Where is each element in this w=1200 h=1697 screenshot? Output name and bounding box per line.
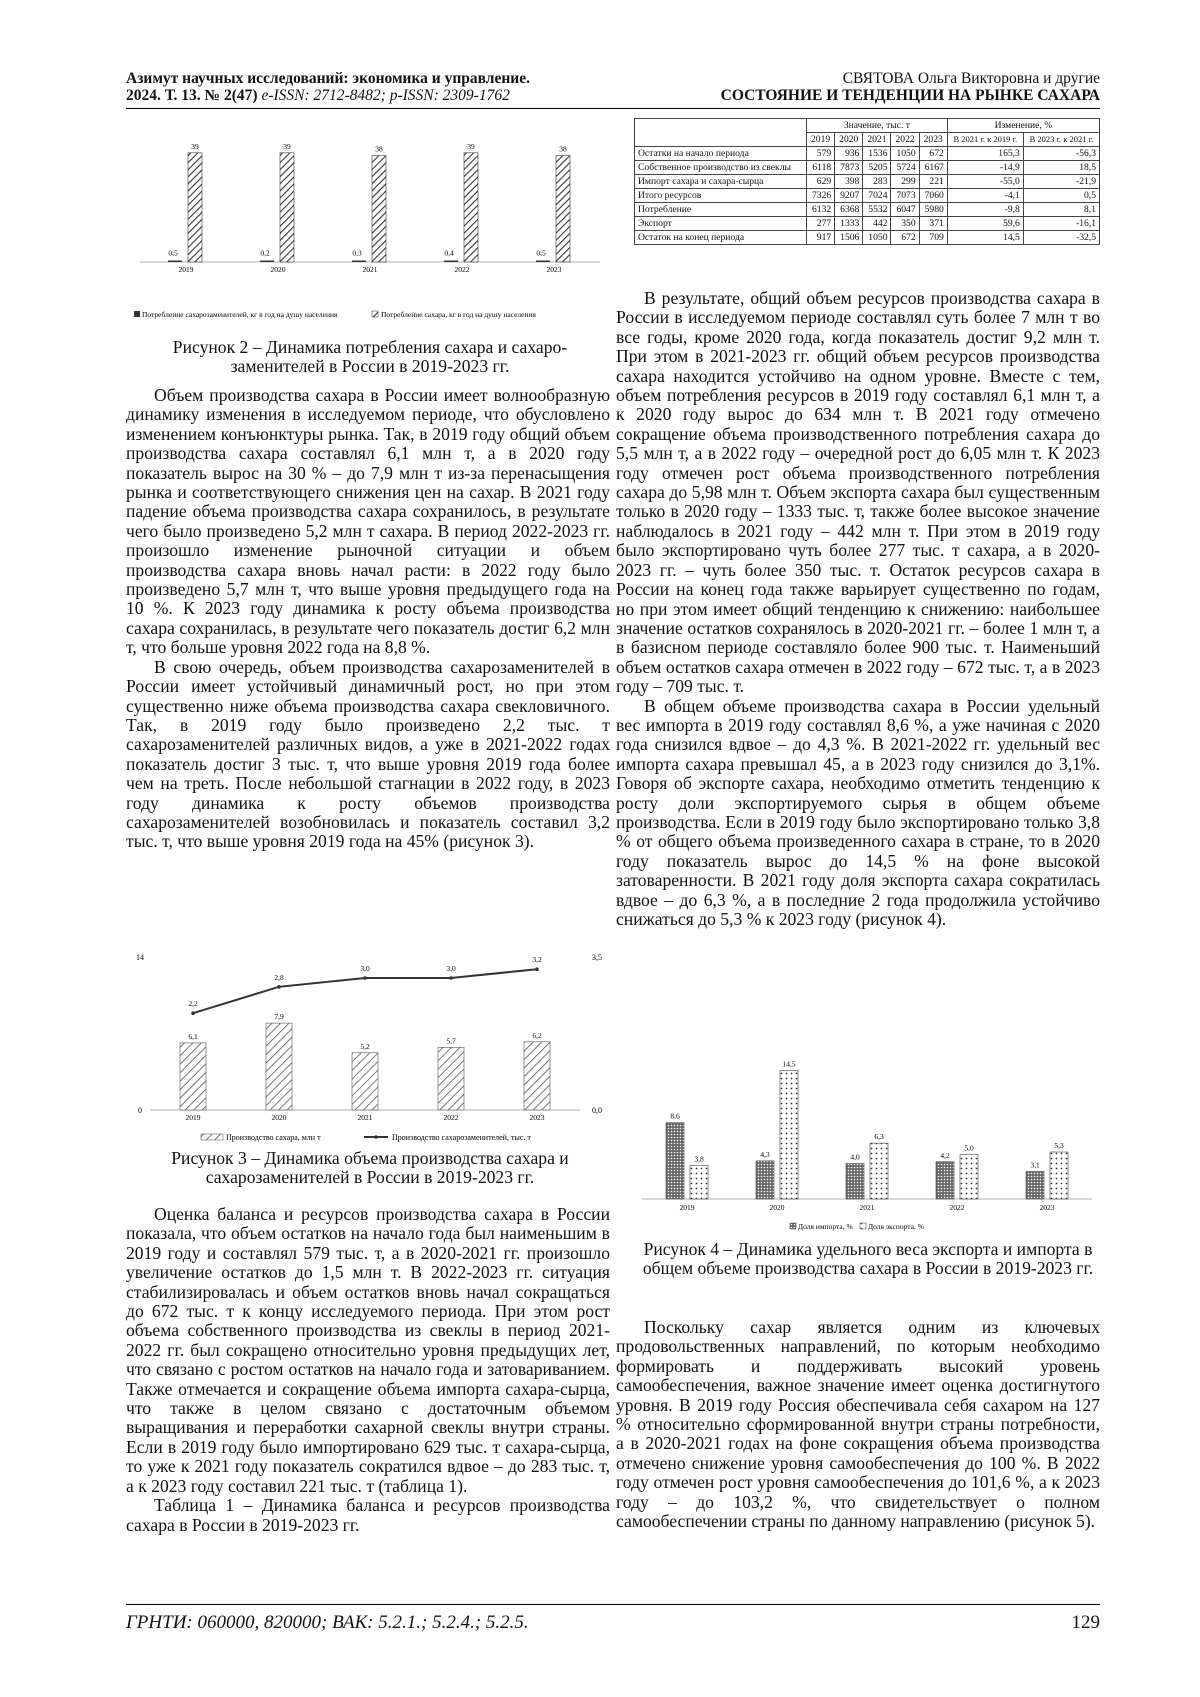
x-tick-label: 2019 [178,265,194,274]
bar-export [870,1143,888,1199]
table-row [635,175,1100,189]
balance-table [634,118,1100,245]
table-cell: -14,9 [947,161,1023,175]
table-header-cell: 2021 [863,133,891,147]
data-label-sweeteners: 0,5 [536,248,546,258]
left-axis-tick-top: 14 [136,953,144,962]
data-label-import: 4,2 [940,1150,950,1160]
table-cell: -16,1 [1023,217,1099,231]
bar-sweeteners [536,261,550,263]
paragraph: В общем объеме производства сахара в России удельный вес импорта в 2019 году составлял 8,6 %, а уже начиная с 2020 года снизился вдвое – до 4,3 %. В 2021-2022 гг. удельный вес импорта сахара превышал 45, а в 2023 году снизился до 3,1%. Говоря об экспорте сахара, необходимо отметить тенденцию к росту доли экспортируемого сырья в общем объеме производства. Если в 2019 году было экспортировано только 3,8 % от общего объема произведенного сахара в стране, то в 2020 году показатель вырос до 14,5 % на фоне высокой затоваренности. В 2021 году доля экспорта сахара сократилась вдвое – до 6,3 %, а в последние 2 года продолжила устойчиво снижаться до 5,3 % к 2023 году (рисунок 4). [616,695,1100,929]
left-axis-tick-zero: 0 [138,1106,142,1115]
data-label-export: 3,8 [694,1154,704,1164]
table-row [635,189,1100,203]
legend-swatch-export [860,1223,866,1229]
bar-sugar [372,156,386,262]
article-header [580,70,1100,104]
data-label-sugar-production: 6,2 [532,1030,542,1040]
bar-sugar-production [524,1042,550,1110]
table-cell: 350 [891,217,919,231]
data-label-sweetener-production: 3,2 [532,955,542,965]
table-group-header-values: Значение, тыс. т [807,119,948,133]
point-sweetener-production [277,985,281,989]
paragraph: Поскольку сахар является одним из ключевых продовольственных направлений, по которым необходимо формировать и поддерживать высокий уровень самообеспечения, важное значение имеет оценка достигнутого уровня. В 2019 году Россия обеспечивала себя сахаром на 127 % относительно сформированной внутри страны потребности, а в 2020-2021 годах на фоне сокращения объема производства отмечено снижение уровня самообеспечения до 100 %. В 2022 году отмечен рост уровня самообеспечения до 101,6 %, а к 2023 году – до 103,2 %, что свидетельствует о полном самообеспечении страны по данному направлению (рисунок 5). [616,1317,1100,1532]
issn-line: e-ISSN: 2712-8482; p-ISSN: 2309-1762 [261,87,510,104]
paragraph: Объем производства сахара в России имеет волнообразную динамику изменения в исследуемом периоде, что обусловлено изменением конъюнктуры рынка. Так, в 2019 году общий объем производства сахара составлял 6,1 млн т, а в 2020 году показатель вырос на 30 % – до 7,9 млн т из-за перенасыщения рынка и соответствующего снижения цен на сахар. В 2021 году падение объема производства сахара сохранилось, в результате чего было произведено 5,2 млн т сахара. В период 2022-2023 гг. произошло изменение рыночной ситуации и объем производства сахара вновь начал расти: в 2022 году было произведено 5,7 млн т, что выше уровня предыдущего года на 10 %. К 2023 году динамика к росту объема производства сахара сохранилась, в результате чего показатель достиг 6,2 млн т, что больше уровня 2022 года на 8,8 %. [126,385,610,658]
legend-label-export: Доля экспорта, % [868,1222,924,1231]
right-column-text-1 [616,289,1100,929]
table-row [635,161,1100,175]
bar-sugar-production [352,1053,378,1110]
table-header-cell: 2023 [919,133,947,147]
x-tick-label: 2020 [769,1203,785,1212]
table-header-cell: 2020 [835,133,863,147]
header-rule [126,108,1100,109]
data-label-import: 3,1 [1030,1160,1040,1170]
page-number: 129 [1071,1612,1100,1633]
point-sweetener-production [363,976,367,980]
x-tick-label: 2019 [679,1203,695,1212]
x-tick-label: 2019 [185,1113,201,1122]
table-cell: 6118 [807,161,835,175]
table-cell: 936 [835,147,863,161]
figure-3-legend [201,1133,531,1142]
right-axis-tick-top: 3,5 [592,953,602,962]
table-cell: 9207 [835,189,863,203]
table-row [635,147,1100,161]
data-label-sugar: 39 [467,141,475,151]
paragraph: В свою очередь, объем производства сахарозаменителей в России имеет устойчивый динамичный рост, но при этом существенно ниже объема производства сахара свекловичного. Так, в 2019 году было произведено 2,2 тыс. т сахарозаменителей различных видов, а уже в 2021-2022 годах показатель достиг 3 тыс. т, что выше уровня 2019 года более чем на треть. После небольшой стагнации в 2022 году, в 2023 году динамика к росту объемов производства сахарозаменителей возобновилась и показатель составил 3,2 тыс. т, что выше уровня 2019 года на 45% (рисунок 3). [126,656,610,852]
table-header-cell [635,119,807,147]
table-cell: -55,0 [947,175,1023,189]
bar-sugar-production [180,1043,206,1110]
bar-import [936,1162,954,1199]
table-row [635,217,1100,231]
data-label-sugar: 38 [375,144,383,154]
bar-sugar-production [438,1047,464,1110]
table-cell: 7073 [891,189,919,203]
data-label-sweeteners: 0,3 [352,248,362,258]
x-tick-label: 2023 [1039,1203,1055,1212]
table-cell: 398 [835,175,863,189]
data-label-sugar: 38 [559,144,567,154]
table-header-row-1 [635,119,1100,133]
table-cell: 5980 [919,203,947,217]
table-cell: 5205 [863,161,891,175]
table-cell: 6368 [835,203,863,217]
bar-export [1050,1152,1068,1199]
left-column-text-1 [126,386,610,852]
x-tick-label: 2021 [859,1203,875,1212]
x-tick-label: 2022 [949,1203,965,1212]
bar-sweeteners [444,261,458,263]
legend-label-sugar: Потребление сахара, кг в год на душу населения [381,310,536,319]
table-cell: -21,9 [1023,175,1099,189]
data-label-import: 8,6 [670,1111,680,1121]
table-cell: 6167 [919,161,947,175]
data-label-sugar: 39 [283,141,291,151]
data-label-sugar-production: 7,9 [274,1012,284,1022]
table-header-cell: 2019 [807,133,835,147]
table-1-caption: Таблица 1 – Динамика баланса и ресурсов производства сахара в России в 2019-2023 гг. [126,1495,610,1535]
table-row-label: Экспорт [635,217,807,231]
figure-4-caption: Рисунок 4 – Динамика удельного веса экспорта и импорта в общем объеме производства сахара в России в 2019-2023 гг. [642,1239,1094,1279]
table-cell: 8,1 [1023,203,1099,217]
data-label-sugar-production: 5,7 [446,1036,456,1046]
table-1 [634,118,1100,245]
table-cell: 709 [919,231,947,245]
table-cell: 579 [807,147,835,161]
legend-label-sweetener-production: Производство сахарозаменителей, тыс. т [392,1133,531,1142]
figure-2-caption: Рисунок 2 – Динамика потребления сахара и сахарозаменителей в России в 2019-2023 гг. [172,337,568,377]
table-cell: 442 [863,217,891,231]
table-row [635,203,1100,217]
point-sweetener-production [535,967,539,971]
table-cell: -9,8 [947,203,1023,217]
journal-issue [126,87,646,104]
table-cell: 371 [919,217,947,231]
legend-label-import: Доля импорта, % [798,1222,853,1231]
paragraph: Оценка баланса и ресурсов производства сахара в России показала, что объем остатков на начало года был наименьшим в 2019 году и составлял 579 тыс. т, а в 2020-2021 гг. произошло увеличение остатков до 1,5 млн т. В 2022-2023 гг. ситуация стабилизировалась и объем остатков вновь начал сокращаться до 672 тыс. т к концу исследуемого периода. При этом рост объема собственного производства из свеклы в период 2021-2022 гг. был сокращено относительно уровня предыдущих лет, что связано с ростом остатков на начало года и затовариванием. Также отмечается и сокращение объема импорта сахара-сырца, что также в целом связано с достаточным объемом выращивания и переработки сахарной свеклы внутри страны. Если в 2019 году было импортировано 629 тыс. т сахара-сырца, то уже к 2021 году показатель сократился вдвое – до 283 тыс. т, а к 2023 году составил 221 тыс. т (таблица 1). [126,1204,610,1496]
table-cell: 1536 [863,147,891,161]
data-label-export: 6,3 [874,1132,884,1142]
figure-2-plot [140,142,600,274]
header-authors: СВЯТОВА Ольга Викторовна и другие [842,70,1100,87]
bar-export [690,1165,708,1199]
table-cell: -32,5 [1023,231,1099,245]
x-tick-label: 2021 [362,265,378,274]
paragraph: В результате, общий объем ресурсов производства сахара в России в исследуемом периоде составлял суть более 7 млн т во все годы, кроме 2020 года, когда показатель достиг 9,2 млн т. При этом в 2021-2023 гг. общий объем ресурсов производства сахара находится устойчиво на одном уровне. Вместе с тем, объем потребления ресурсов в 2019 году составлял 6,1 млн т, а к 2020 году вырос до 634 млн т. В 2021 году отмечено сокращение объема производственного потребления сахара до 5,5 млн т, а в 2022 году – очередной рост до 6,05 млн т. К 2023 году отмечен рост объема производственного потребления сахара до 5,98 млн т. Объем экспорта сахара был существенным только в 2020 году – 1333 тыс. т, также более высокое значение наблюдалось в 2021 году – 442 млн т. При этом в 2019 году было экспортировано чуть более 277 тыс. т сахара, а в 2020-2023 гг. – чуть более 350 тыс. т. Остаток ресурсов сахара в России на конец года также варьирует существенно по годам, но при этом имеет общий тенденцию к снижению: наибольшее значение остатков сохранялось в 2020-2021 гг. – более 1 млн т, а в базисном периоде составляло более 900 тыс. т. Наименьший объем остатков сахара отмечен в 2022 году – 672 тыс. т, а в 2023 году – 709 тыс. т. [616,288,1100,697]
table-cell: 6047 [891,203,919,217]
table-cell: 299 [891,175,919,189]
table-row-label: Остаток на конец периода [635,231,807,245]
figure-4-chart [634,1046,1100,1234]
legend-label-sugar-production: Производство сахара, млн т [226,1133,321,1142]
legend-swatch-sweeteners [134,311,140,317]
table-header-cell: 2022 [891,133,919,147]
table-cell: 672 [919,147,947,161]
legend-swatch-sugar [372,311,378,317]
line-sweetener-production [193,969,537,1013]
data-label-sugar: 39 [191,141,199,151]
issue-number: 2024. Т. 13. № 2(47) [126,87,258,104]
bar-export [780,1070,798,1199]
data-label-export: 5,3 [1054,1141,1064,1151]
table-cell: 5724 [891,161,919,175]
data-label-sweetener-production: 2,2 [188,999,198,1009]
data-label-sweetener-production: 3,0 [360,964,370,973]
table-header-cell: В 2023 г. к 2021 г. [1023,133,1099,147]
table-cell: 5532 [863,203,891,217]
data-label-sweetener-production: 2,8 [274,972,284,982]
bar-sugar-production [266,1023,292,1110]
figure-3-caption: Рисунок 3 – Динамика объема производства сахара и сахарозаменителей в России в 2019-2023 гг. [171,1148,569,1188]
x-tick-label: 2022 [454,265,470,274]
bar-sweeteners [352,261,366,263]
table-cell: -56,3 [1023,147,1099,161]
table-cell: -4,1 [947,189,1023,203]
table-cell: 917 [807,231,835,245]
x-tick-label: 2022 [443,1113,459,1122]
header-article-title: СОСТОЯНИЕ И ТЕНДЕНЦИИ НА РЫНКЕ САХАРА [720,87,1100,104]
figure-2-chart [126,132,610,337]
table-row [635,231,1100,245]
data-label-export: 14,5 [782,1059,796,1069]
data-label-sweeteners: 0,5 [168,248,178,258]
table-row-label: Импорт сахара и сахара-сырца [635,175,807,189]
table-cell: 7060 [919,189,947,203]
right-axis-tick-zero: 0,0 [592,1106,602,1115]
legend-swatch-import [790,1223,796,1229]
data-label-sweeteners: 0,2 [260,248,270,258]
table-group-header-change: Изменение, % [947,119,1099,133]
table-cell: 7873 [835,161,863,175]
x-tick-label: 2023 [529,1113,545,1122]
bar-sugar [188,153,202,262]
figure-4-legend [790,1222,924,1231]
table-row-label: Потребление [635,203,807,217]
legend-swatch-sugar-production [201,1134,223,1140]
point-sweetener-production [449,976,453,980]
bar-sugar [464,153,478,262]
x-tick-label: 2023 [546,265,562,274]
table-cell: 277 [807,217,835,231]
table-cell: 629 [807,175,835,189]
table-header-cell: В 2021 г. к 2019 г. [947,133,1023,147]
table-cell: 7024 [863,189,891,203]
bar-import [846,1164,864,1199]
table-cell: 1506 [835,231,863,245]
table-cell: 59,6 [947,217,1023,231]
data-label-sugar-production: 5,2 [360,1041,370,1051]
legend-marker-sweetener-production [374,1135,378,1139]
bar-import [756,1161,774,1199]
figure-2-legend [134,310,537,319]
table-cell: 1050 [891,147,919,161]
point-sweetener-production [191,1011,195,1015]
data-label-sugar-production: 6,1 [188,1031,198,1041]
figure-3-chart [126,948,610,1146]
table-cell: 7326 [807,189,835,203]
journal-name: Азимут научных исследований: экономика и управление. [126,70,530,87]
table-cell: 165,3 [947,147,1023,161]
table-cell: 0,5 [1023,189,1099,203]
journal-header [126,70,646,104]
table-body [635,147,1100,245]
right-column-text-2 [616,1318,1100,1531]
x-tick-label: 2020 [270,265,286,274]
data-label-sweetener-production: 3,0 [446,964,456,973]
legend-label-sweeteners: Потребление сахарозаменителей, кг в год на душу населения [142,310,338,319]
bar-sweeteners [260,261,274,263]
figure-4-plot [642,1059,1092,1212]
table-cell: 14,5 [947,231,1023,245]
table-row-label: Остатки на начало периода [635,147,807,161]
footer-codes: ГРНТИ: 060000, 820000; ВАК: 5.2.1.; 5.2.4.; 5.2.5. [126,1612,529,1633]
x-tick-label: 2020 [271,1113,287,1122]
bar-export [960,1155,978,1199]
bar-sweeteners [168,261,182,263]
bar-sugar [280,153,294,262]
table-cell: 1050 [863,231,891,245]
bar-import [666,1123,684,1199]
footer-rule [126,1604,1100,1605]
table-cell: 283 [863,175,891,189]
x-tick-label: 2021 [357,1113,373,1122]
data-label-import: 4,0 [850,1152,860,1162]
data-label-import: 4,3 [760,1149,770,1159]
figure-3-plot [150,955,580,1122]
table-cell: 1333 [835,217,863,231]
table-cell: 6132 [807,203,835,217]
data-label-sweeteners: 0,4 [444,248,454,258]
table-cell: 18,5 [1023,161,1099,175]
bar-import [1026,1172,1044,1199]
left-column-text-2 [126,1205,610,1535]
table-cell: 221 [919,175,947,189]
data-label-export: 5,0 [964,1143,974,1153]
table-cell: 672 [891,231,919,245]
table-row-label: Собственное производство из свеклы [635,161,807,175]
bar-sugar [556,156,570,262]
table-row-label: Итого ресурсов [635,189,807,203]
